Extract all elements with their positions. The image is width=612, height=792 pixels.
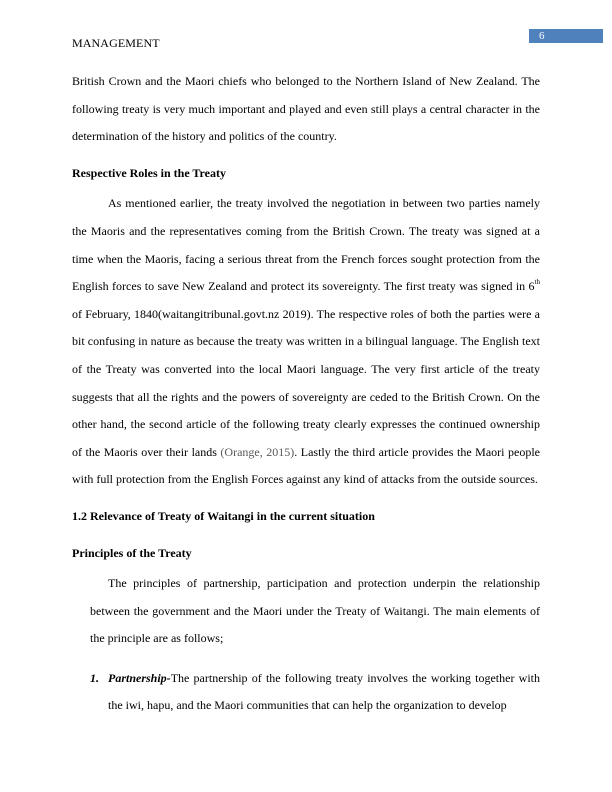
citation: (Orange, 2015) (220, 444, 295, 459)
list-item-text: The partnership of the following treaty involves the working together with the iwi, hapu, and the Maori communities that can help the organization to develop (108, 670, 540, 713)
running-header: MANAGEMENT (72, 36, 160, 50)
roles-heading: Respective Roles in the Treaty (72, 165, 226, 180)
roles-text-part1: As mentioned earlier, the treaty involved the negotiation in between two parties namely the Maoris and the representatives coming from the British Crown. The treaty was signed at a time when the Maoris, facing a serious threat from the French forces sought protection from the English forces to save New Zealand and protect its sovereignty. The first treaty was signed in 6 (72, 196, 540, 294)
principles-heading: Principles of the Treaty (72, 545, 192, 560)
principles-intro: The principles of partnership, participation and protection underpin the relationship between the government and the Maori under the Treaty of Waitangi. The main elements of the principle are as follows; (90, 576, 540, 646)
ordinal-superscript: th (534, 278, 540, 287)
page-number: 6 (529, 29, 603, 43)
roles-text-part2: of February, 1840(waitangitribunal.govt.nz 2019). The respective roles of both the parties were a bit confusing in nature as because the treaty was written in a bilingual language. The English text of the Treaty was converted into the local Maori language. The very first article of the treaty suggests that all the rights and the powers of sovereignty are ceded to the British Crown. On the other hand, the second article of the following treaty clearly expresses the continued ownership of the Maoris over their lands (72, 306, 540, 459)
principles-list (72, 665, 540, 720)
list-item-number: 1. (90, 670, 99, 685)
relevance-heading: 1.2 Relevance of Treaty of Waitangi in the current situation (72, 508, 375, 523)
list-item (72, 665, 540, 720)
continued-paragraph: British Crown and the Maori chiefs who belonged to the Northern Island of New Zealand. The following treaty is very much important and played and even still plays a central character in the determination of the history and politics of the country. (72, 74, 540, 144)
page-content (72, 64, 540, 720)
list-item-term: Partnership- (108, 670, 171, 685)
roles-paragraph (72, 190, 540, 494)
roles-text-part3: . Lastly the third article provides the Maori people with full protection from the English Forces against any kind of attacks from the outside sources. (72, 444, 541, 487)
